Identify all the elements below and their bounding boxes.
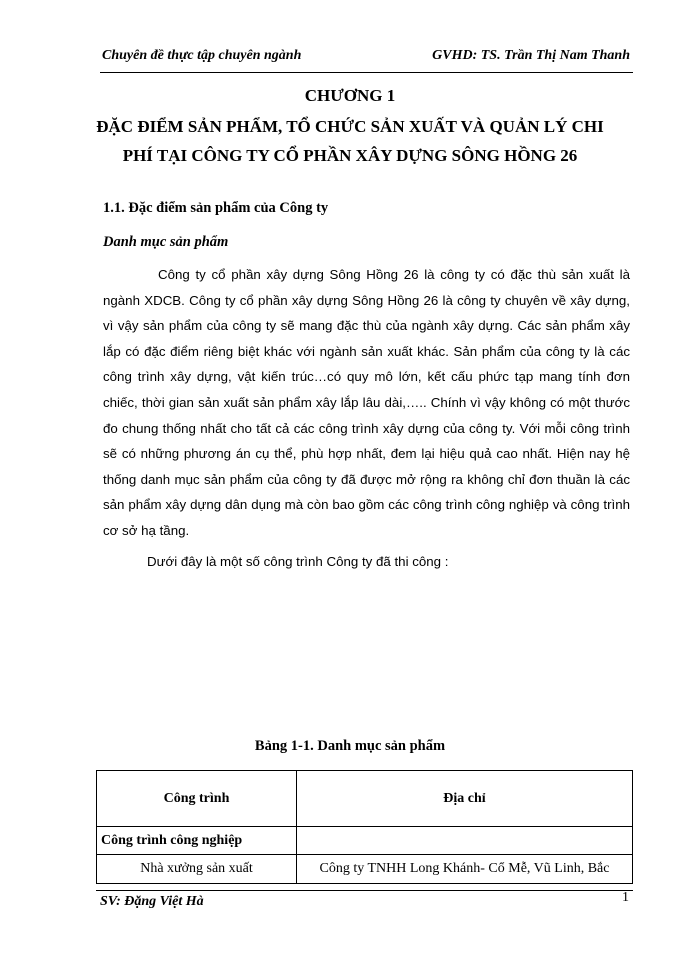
table-group-label: Công trình công nghiệp — [97, 827, 297, 855]
chapter-title-line2: PHÍ TẠI CÔNG TY CỔ PHẦN XÂY DỰNG SÔNG HỒNG 26 — [122, 146, 578, 165]
header-course-title: Chuyên đề thực tập chuyên ngành — [102, 48, 302, 63]
header-advisor: GVHD: TS. Trần Thị Nam Thanh — [432, 48, 630, 63]
table-group-row — [97, 827, 633, 855]
table-header-project: Công trình — [97, 771, 297, 827]
product-table — [96, 770, 633, 884]
table-group-empty — [297, 827, 633, 855]
header-rule — [100, 72, 633, 73]
table-header-row — [97, 771, 633, 827]
intro-line: Dưới đây là một số công trình Công ty đã thi công : — [147, 554, 449, 569]
table-cell-address: Công ty TNHH Long Khánh- Cổ Mễ, Vũ Linh, Bắc — [297, 855, 633, 884]
footer-student: SV: Đặng Việt Hà — [100, 894, 204, 909]
chapter-number: CHƯƠNG 1 — [304, 86, 396, 105]
page-number: 1 — [622, 890, 629, 905]
body-paragraph: Công ty cổ phần xây dựng Sông Hồng 26 là công ty có đặc thù sản xuất là ngành XDCB. Công ty cổ phần xây dựng Sông Hồng 26 là công ty chuyên về xây dựng, vì vậy sản phẩm của công ty sẽ mang đặc thù của ngành xây dựng. Các sản phẩm xây lắp có đặc điểm riêng biệt khác với ngành sản xuất khác. Sản phẩm của công ty là các công trình xây dựng, vật kiến trúc…có quy mô lớn, kết cấu phức tạp mang tính đơn chiếc, thời gian sản xuất sản phẩm xây lắp lâu dài,….. Chính vì vậy không có một thước đo chung thống nhất cho tất cả các công trình xây dựng của công ty. Với mỗi công trình sẽ có những phương án cụ thể, phù hợp nhất, đem lại hiệu quả cao nhất. Hiện nay hệ thống danh mục sản phẩm của công ty đã được mở rộng ra không chỉ đơn thuần là các sản phẩm xây dựng dân dụng mà còn bao gồm các công trình công nghiệp và công trình cơ sở hạ tầng. — [103, 267, 630, 538]
section-heading: 1.1. Đặc điểm sản phẩm của Công ty — [103, 200, 329, 216]
section-subheading: Danh mục sản phẩm — [103, 234, 229, 250]
table-row — [97, 855, 633, 884]
footer-rule — [96, 890, 633, 891]
table-header-address: Địa chỉ — [297, 771, 633, 827]
chapter-title-line1: ĐẶC ĐIỂM SẢN PHẨM, TỔ CHỨC SẢN XUẤT VÀ QUẢN LÝ CHI — [96, 117, 604, 136]
table-caption: Bảng 1-1. Danh mục sản phẩm — [254, 738, 446, 754]
table-cell-project: Nhà xưởng sản xuất — [97, 855, 297, 884]
